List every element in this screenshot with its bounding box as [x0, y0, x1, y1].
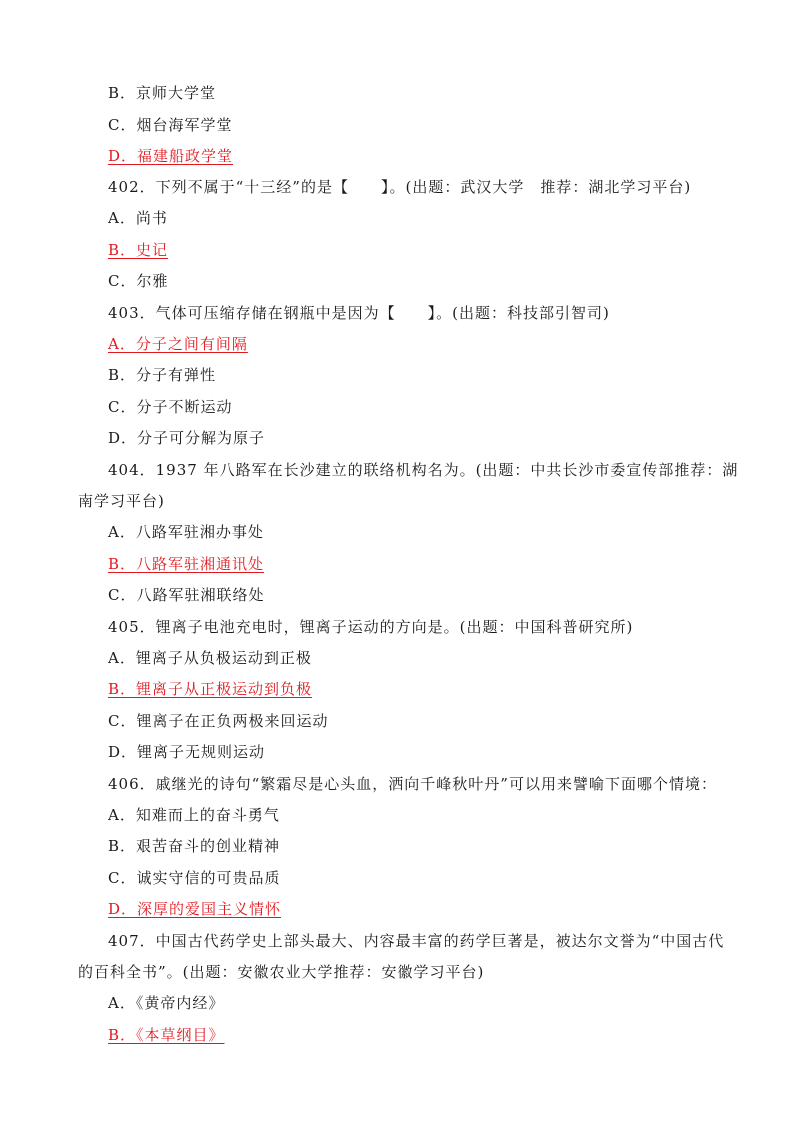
answer-option-line: A．分子之间有间隔 [108, 335, 248, 353]
option-line: C．锂离子在正负两极来回运动 [108, 712, 329, 730]
option-line: A．八路军驻湘办事处 [108, 523, 264, 541]
answer-option-line: B．史记 [108, 241, 169, 259]
question-continuation-line: 的百科全书”。(出题：安徽农业大学推荐：安徽学习平台) [78, 963, 485, 981]
answer-option-line: B．锂离子从正极运动到负极 [108, 680, 313, 698]
question-line: 407．中国古代药学史上部头最大、内容最丰富的药学巨著是，被达尔文誉为“中国古代 [108, 932, 725, 950]
question-line: 403．气体可压缩存储在钢瓶中是因为【 】。(出题：科技部引智司) [108, 304, 610, 322]
option-line: C．诚实守信的可贵品质 [108, 869, 281, 887]
option-line: D．分子可分解为原子 [108, 429, 266, 447]
question-line: 405．锂离子电池充电时，锂离子运动的方向是。(出题：中国科普研究所) [108, 618, 634, 636]
answer-option-line: D．深厚的爱国主义情怀 [108, 900, 282, 918]
option-line: C．八路军驻湘联络处 [108, 586, 265, 604]
answer-option-line: D．福建船政学堂 [108, 147, 234, 165]
question-line: 402．下列不属于“十三经”的是【 】。(出题：武汉大学 推荐：湖北学习平台) [108, 178, 692, 196]
option-line: A．《黄帝内经》 [108, 994, 225, 1012]
option-line: D．锂离子无规则运动 [108, 743, 266, 761]
option-line: C．尔雅 [108, 272, 169, 290]
question-line: 404．1937 年八路军在长沙建立的联络机构名为。(出题：中共长沙市委宣传部推荐：湖 [108, 461, 739, 479]
question-continuation-line: 南学习平台) [78, 492, 165, 510]
option-line: C．分子不断运动 [108, 398, 233, 416]
option-line: A．尚书 [108, 209, 168, 227]
option-line: B．京师大学堂 [108, 84, 217, 102]
option-line: A．锂离子从负极运动到正极 [108, 649, 312, 667]
option-line: B．分子有弹性 [108, 366, 217, 384]
option-line: A．知难而上的奋斗勇气 [108, 806, 280, 824]
option-line: B．艰苦奋斗的创业精神 [108, 837, 281, 855]
answer-option-line: B．八路军驻湘通讯处 [108, 555, 265, 573]
answer-option-line: B．《本草纲目》 [108, 1026, 225, 1044]
question-line: 406．戚继光的诗句“繁霜尽是心头血，洒向千峰秋叶丹”可以用来譬喻下面哪个情境： [108, 775, 717, 793]
option-line: C．烟台海军学堂 [108, 116, 233, 134]
